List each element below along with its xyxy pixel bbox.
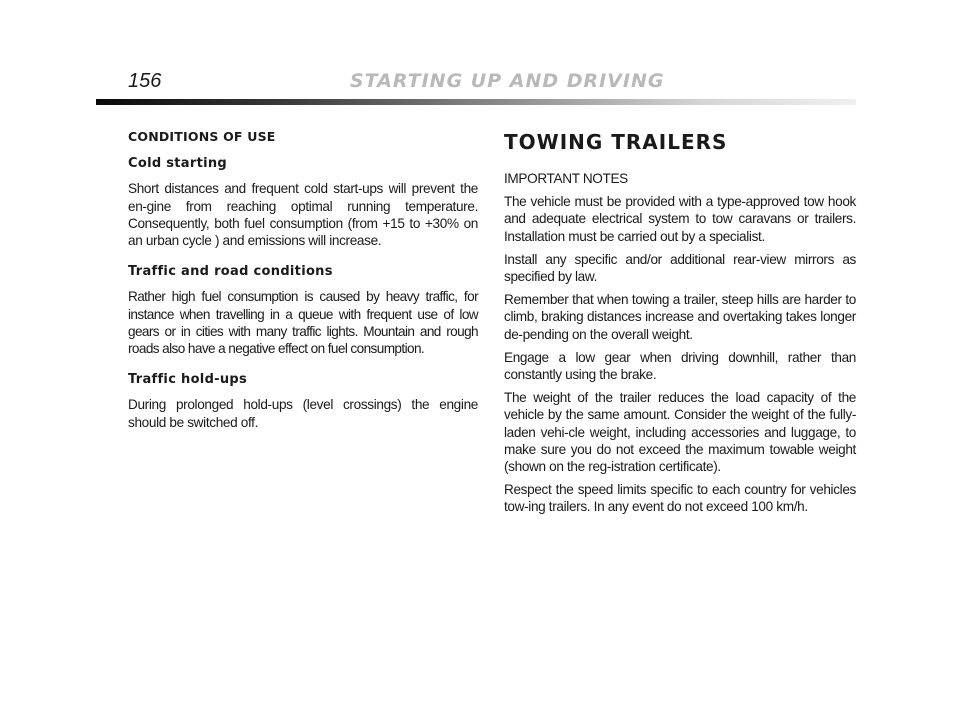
cold-starting-heading: Cold starting	[128, 156, 228, 172]
right-column	[504, 130, 856, 522]
section-title: STARTING UP AND DRIVING	[350, 70, 665, 92]
towing-paragraph: Install any specific and/or additional rear-view mirrors as specified by law.	[504, 251, 856, 285]
page-number: 156	[128, 70, 162, 92]
towing-paragraph: The weight of the trailer reduces the load capacity of the vehicle by the same amount. Consider the weight of the fully-laden vehi-cle weight, including accessories and luggage, to make sure you do not exceed the maximum towable weight (shown on the reg-istration certificate).	[504, 390, 856, 475]
traffic-road-heading: Traffic and road conditions	[128, 264, 333, 280]
towing-paragraph: Remember that when towing a trailer, steep hills are harder to climb, braking distances increase and overtaking takes longer de-pending on the overall weight.	[504, 292, 856, 342]
towing-paragraph: Respect the speed limits specific to each country for vehicles tow-ing trailers. In any event do not exceed 100 km/h.	[504, 482, 856, 515]
conditions-of-use-heading: CONDITIONS OF USE	[128, 129, 276, 144]
towing-paragraph: The vehicle must be provided with a type-approved tow hook and adequate electrical system to tow caravans or trailers. Installation must be carried out by a specialist.	[504, 194, 856, 244]
page-header	[0, 0, 960, 110]
traffic-road-text: Rather high fuel consumption is caused by heavy traffic, for instance when travelling in a queue with frequent use of low gears or in cities with many traffic lights. Mountain and rough roads also have a negative effect on fuel consumption.	[128, 289, 478, 357]
left-column	[128, 128, 478, 437]
towing-trailers-heading: TOWING TRAILERS	[504, 130, 728, 154]
traffic-hold-ups-text: During prolonged hold-ups (level crossings) the engine should be switched off.	[128, 397, 478, 430]
traffic-hold-ups-heading: Traffic hold-ups	[128, 372, 248, 388]
header-rule	[96, 99, 856, 105]
important-notes-label: IMPORTANT NOTES	[504, 171, 628, 186]
cold-starting-text: Short distances and frequent cold start-ups will prevent the en-gine from reaching optimal running temperature. Consequently, both fuel consumption (from +15 to +30% on an urban cycle ) and emissions will increase.	[128, 181, 478, 249]
towing-paragraph: Engage a low gear when driving downhill, rather than constantly using the brake.	[504, 349, 856, 383]
